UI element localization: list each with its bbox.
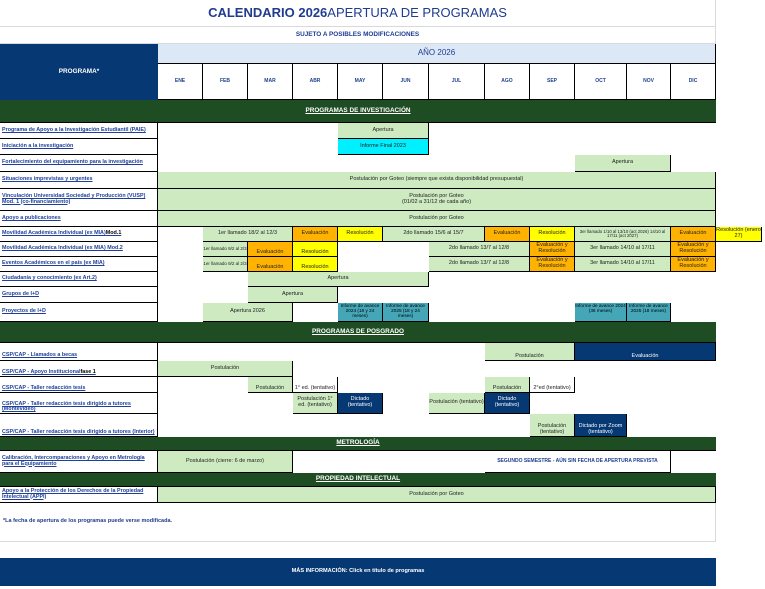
cell-ciudadania-apertura: Apertura [248,272,429,287]
section-metrologia: METROLOGÍA [0,437,716,451]
month-header-ene: ENE [158,64,203,100]
cell-proyectos-informe-may: Informe de avance 2024 (18 y 24 meses) [338,303,383,322]
page-title: CALENDARIO 2026 APERTURA DE PROGRAMAS [0,0,716,27]
month-header-feb: FEB [203,64,248,100]
cell-mia2-resolucion1: Resolución [293,242,338,257]
cell-paie-apertura: Apertura [338,123,429,139]
cell-mia1-evaluacion2: Evaluación [485,227,530,242]
month-header-may: MAY [338,64,383,100]
cell-mia1-evaluacion3: Evaluación [671,227,716,242]
cell-mia1-resolucion3: Resolución (enero 27) [716,227,762,242]
program-link-mia-mod1[interactable]: Movilidad Académica Individual (ex MIA) Mod.1 [0,227,158,242]
program-link-paie[interactable]: Programa de Apoyo a la Investigación Estudiantil (PAIE) [0,123,158,139]
cell-institucional-postulacion: Postulación [158,361,293,377]
cell-mia1-llamado2: 2do llamado 15/6 al 15/7 [383,227,485,242]
cell-eventos-resolucion1: Resolución [293,257,338,272]
footer-note: *La fecha de apertura de los programas puede verse modificada. [0,503,716,542]
cell-mia1-llamado3: 3er llamado 1/10 al 13/10 (act 2026) 14/10 al 17/11 (act 2027) [575,227,671,242]
cell-mia2-llamado2: 2do llamado 13/7 al 12/8 [429,242,530,257]
month-header-sep: SEP [530,64,575,100]
program-link-propiedad[interactable]: Apoyo a la Protección de los Derechos de la Propiedad Intelectual (APPI) [0,487,158,503]
cell-mia1-llamado1: 1er llamado 18/2 al 12/3 [203,227,293,242]
cell-proyectos-informe-jun: Informe de avance 2025 (18 y 24 meses) [383,303,429,322]
program-link-iniciacion[interactable]: Iniciación a la investigación [0,139,158,155]
cell-mia2-evres3: Evaluación y Resolución [671,242,716,257]
cell-eventos-evres2: Evaluación y Resolución [530,257,575,272]
month-header-abr: ABR [293,64,338,100]
cell-interior-dictado: Dictado por Zoom (tentativo) [575,414,627,437]
month-header-mar: MAR [248,64,293,100]
program-link-grupos[interactable]: Grupos de I+D [0,287,158,303]
cell-montevideo-postulacion1: Postulación 1° ed. (tentativo) [293,393,338,414]
cell-mia1-resolucion1: Resolución [338,227,383,242]
cell-eventos-llamado1: 1er llamado 9/2 al 2/3 [203,257,248,272]
section-investigacion: PROGRAMAS DE INVESTIGACIÓN [0,100,716,123]
cell-calibracion-nota: SEGUNDO SEMESTRE - AÚN SIN FECHA DE APERTURA PREVISTA [485,451,671,473]
cell-proyectos-apertura: Apertura 2026 [203,303,293,322]
cell-taller-edicion2: 2°ed (tentativo) [530,377,575,393]
cell-vusp-goteo: Postulación por Goteo (01/02 a 31/12 de cada año) [158,189,716,211]
program-link-vusp[interactable]: Vinculación Universidad Sociedad y Producción (VUSP) Mod. 1 (co-financiamiento) [0,189,158,211]
program-link-fortalecimiento[interactable]: Fortalecimiento del equipamiento para la investigación [0,155,158,172]
month-header-dic: DIC [671,64,716,100]
cell-taller-edicion1: 1° ed. (tentativo) [293,377,338,393]
cell-becas-evaluacion: Evaluación [575,343,716,361]
cell-mia1-resolucion2: Resolución [530,227,575,242]
cell-publicaciones-goteo: Postulación por Goteo [158,211,716,227]
cell-eventos-llamado3: 3er llamado 14/10 al 17/11 [575,257,671,272]
month-header-jun: JUN [383,64,429,100]
program-link-csp-interior[interactable]: CSP/CAP - Taller redacción tesis dirigido a tutores (Interior) [0,414,158,437]
program-link-situaciones[interactable]: Situaciones imprevistas y urgentes [0,172,158,189]
program-link-csp-montevideo[interactable]: CSP/CAP - Taller redacción tesis dirigido a tutores (Montevideo) [0,393,158,414]
cell-mia2-llamado1: 1er llamado 9/2 al 2/3 [203,242,248,257]
cell-mia1-evaluacion1: Evaluación [293,227,338,242]
program-link-csp-institucional[interactable]: CSP/CAP - Apoyo Institucional fase 1 [0,361,158,377]
cell-mia2-evres2: Evaluación y Resolución [530,242,575,257]
cell-montevideo-dictado2: Dictado (tentativo) [485,393,530,414]
cell-montevideo-dictado1: Dictado (tentativo) [338,393,383,414]
cell-fortalecimiento-apertura: Apertura [575,155,671,172]
cell-situaciones-goteo: Postulación por Goteo (siempre que exista disponibilidad presupuestal) [158,172,716,189]
month-header-jul: JUL [429,64,485,100]
program-link-mia-mod2[interactable]: Movilidad Académica Individual (ex MIA) Mod.2 [0,242,158,257]
mas-informacion-banner[interactable]: MÁS INFORMACIÓN: Click en título de programas [0,558,716,586]
cell-becas-postulacion: Postulación [485,343,575,361]
month-header-oct: OCT [575,64,627,100]
cell-eventos-llamado2: 2do llamado 13/7 al 12/8 [429,257,530,272]
month-header-ago: AGO [485,64,530,100]
program-link-publicaciones[interactable]: Apoyo a publicaciones [0,211,158,227]
program-link-ciudadania[interactable]: Ciudadanía y conocimiento (ex Art.2) [0,272,158,287]
cell-propiedad-goteo: Postulación por Goteo [158,487,716,503]
cell-mia2-evaluacion1: Evaluación [248,242,293,257]
program-link-proyectos[interactable]: Proyectos de I+D [0,303,158,322]
cell-calibracion-postulacion: Postulación (cierre: 6 de marzo) [158,451,293,473]
cell-grupos-apertura: Apertura [248,287,338,303]
month-header-nov: NOV [627,64,671,100]
year-header: AÑO 2026 [158,44,716,64]
cell-proyectos-informe-oct: Informe de avance 2024 (36 meses) [575,303,627,322]
program-link-csp-taller[interactable]: CSP/CAP - Taller redacción tesis [0,377,158,393]
program-link-eventos[interactable]: Eventos Académicos en el país (ex MIA) [0,257,158,272]
cell-iniciacion-informe: Informe Final 2023 [338,139,429,155]
program-link-calibracion[interactable]: Calibración, Intercomparaciones y Apoyo en Metrología para el Equipamiento [0,451,158,473]
program-column-header: PROGRAMA* [0,44,158,100]
cell-taller-postulacion2: Postulación [485,377,530,393]
page-subtitle: SUJETO A POSIBLES MODIFICACIONES [0,27,716,44]
cell-mia2-llamado3: 3er llamado 14/10 al 17/11 [575,242,671,257]
section-propiedad: PROPIEDAD INTELECTUAL [0,473,716,487]
cell-eventos-evaluacion1: Evaluación [248,257,293,272]
cell-taller-postulacion1: Postulación [248,377,293,393]
cell-eventos-evres3: Evaluación y Resolución [671,257,716,272]
cell-montevideo-postulacion2: Postulación (tentativo) [429,393,485,414]
cell-interior-postulacion: Postulación (tentativo) [530,414,575,437]
cell-proyectos-informe-nov: Informe de avance 2025 (18 meses) [627,303,671,322]
section-posgrado: PROGRAMAS DE POSGRADO [0,322,716,343]
program-link-csp-becas[interactable]: CSP/CAP - Llamados a becas [0,343,158,361]
